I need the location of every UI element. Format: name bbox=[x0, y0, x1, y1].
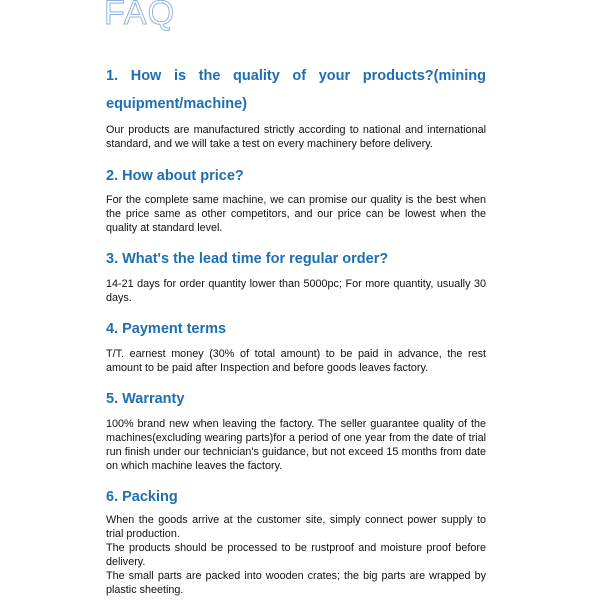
faq-heading-1-cont: equipment/machine) bbox=[106, 96, 247, 112]
faq-heading-5: 5. Warranty bbox=[106, 391, 185, 407]
faq-heading-1: 1. How is the quality of your products?(mining bbox=[106, 68, 486, 84]
answer-text: When the goods arrive at the customer site, simply connect power supply to trial production. bbox=[106, 514, 486, 540]
faq-heading-2: 2. How about price? bbox=[106, 168, 244, 184]
answer-text: The products should be processed to be rustproof and moisture proof before delivery. bbox=[106, 542, 486, 568]
faq-heading-4: 4. Payment terms bbox=[106, 321, 227, 337]
answer-text: For the complete same machine, we can promise our quality is the best when the price same as other competitors, and our price can be lowest when the quality at standard level. bbox=[106, 194, 486, 234]
answer-text: The small parts are packed into wooden crates; the big parts are wrapped by plastic sheeting. bbox=[106, 570, 486, 596]
faq-answer-3 bbox=[106, 277, 486, 305]
page-title: FAQ bbox=[104, 0, 176, 32]
answer-text: T/T. earnest money (30% of total amount) to be paid in advance, the rest amount to be paid after Inspection and before goods leaves factory. bbox=[106, 348, 486, 374]
answer-text: Our products are manufactured strictly according to national and international standard, and we will take a test on every machinery before delivery. bbox=[106, 124, 486, 150]
faq-heading-6: 6. Packing bbox=[106, 489, 178, 505]
answer-text: 100% brand new when leaving the factory. The seller guarantee quality of the machines(excluding wearing parts)for a period of one year from the date of trial run finish under our technician's guidance, but not exceed 15 months from date on which machine leaves the factory. bbox=[106, 418, 486, 472]
faq-answer-5 bbox=[106, 417, 486, 473]
answer-text: 14-21 days for order quantity lower than 5000pc; For more quantity, usually 30 days. bbox=[106, 278, 486, 304]
faq-answer-2 bbox=[106, 193, 486, 235]
faq-answer-1 bbox=[106, 123, 486, 151]
faq-answer-4 bbox=[106, 347, 486, 375]
faq-heading-3: 3. What's the lead time for regular order? bbox=[106, 251, 389, 267]
faq-answer-6 bbox=[106, 513, 486, 597]
